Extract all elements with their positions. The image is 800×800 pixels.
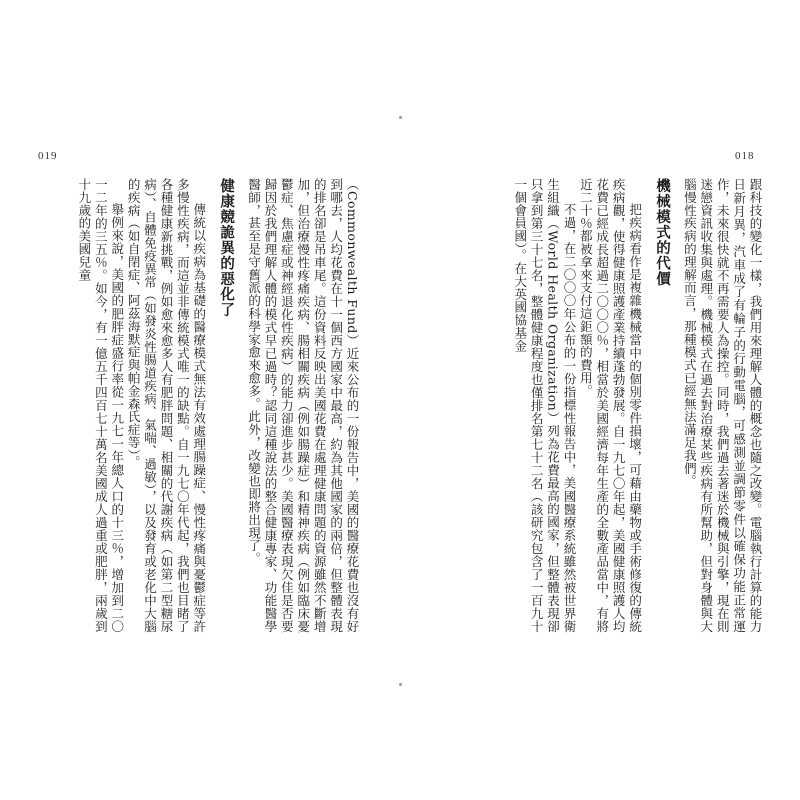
paragraph: 把疾病看作是複雜機械當中的個別零件損壞，可藉由藥物或手術修復的傳統疾病觀，使得健康照護產業持續蓬勃發展。自一九七〇年起，美國健康照護人均花費已經成長超過二〇〇〇％，相當於美國經濟每年生產的全數產品當中，有將近二十％都被拿來支付這鉅額的費用。: [578, 178, 643, 633]
crop-mark-bottom: [399, 683, 402, 686]
section-heading: 機械模式的代價: [653, 178, 670, 287]
section-heading: 健康競詭異的惡化了: [218, 178, 235, 318]
paragraph: 傳統以疾病為基礎的醫療模式無法有效處理腸躁症、慢性疼痛與憂鬱症等許多慢性疾病，而這並非傳統模式唯一的缺點。自一九七〇年代起，我們也目睹了各種健康新挑戰，例如愈來愈多人有肥胖問題、相關的代謝疾病（如第二型糖尿病）、自體免疫異常（如發炎性腸道疾病、氣喘、過敏），以及發育或老化中大腦的疾病（如自閉症、阿茲海默症與帕金森氏症等）。: [126, 178, 207, 633]
left-page-text: [55, 178, 360, 633]
page-number-left: 019: [38, 150, 58, 162]
page-number-right: 018: [735, 150, 755, 162]
paragraph: 不過，在二〇〇〇年公布的一份指標性報告中，美國醫療系統雖然被世界衛生組織（World Health Organization）列為花費最高的國家，但整體表現卻只拿到第三十七名，整體健康程度也僅排名第七十二名（該研究包含了一百九十一個會員國）。在大英國協基金: [512, 178, 577, 633]
paragraph: 舉例來說，美國的肥胖症盛行率從一九七一年總人口的十三％，增加到二〇一二年的三五％。如今，有一億五千四百七十萬名美國成人過重或肥胖，兩歲到十九歲的美國兒童: [76, 178, 125, 633]
paragraph: （Commonwealth Fund）近來公布的一份報告中，美國的醫療花費也沒有好到哪去，人均花費在十一個西方國家中最高，約為其他國家的兩倍，但整體表現的排名卻是吊車尾。這份資料反映出美國花費在處理健康問題的資源雖然不斷增加，但治療慢性疼痛疾病、腸相關疾病（例如腸躁症）和精神疾病（例如臨床憂鬱症、焦慮症或神經退化性疾病）的能力卻進步甚少。美國醫療表現欠佳是否要歸因於我們理解人體的模式早已過時？認同這種說法的整合健康專家、功能醫學醫師，甚至是守舊派的科學家愈來愈多。此外，改變也即將出現了。: [246, 178, 360, 633]
right-page-text: [438, 178, 763, 633]
paragraph: 跟科技的變化一樣，我們用來理解人體的概念也隨之改變。電腦執行計算的能力日新月異，汽車成了有輪子的行動電腦，可感測並調節零件以確保功能正常運作，未來很快就不再需要人為操控。同時，我們過去著迷於機械與引擎，現在則迷戀資訊收集與處理。機械模式在過去對治療某些疾病有所幫助，但對身體與大腦慢性疾病的理解而言，那種模式已經無法滿足我們。: [682, 178, 763, 633]
crop-mark-top: [399, 116, 402, 119]
